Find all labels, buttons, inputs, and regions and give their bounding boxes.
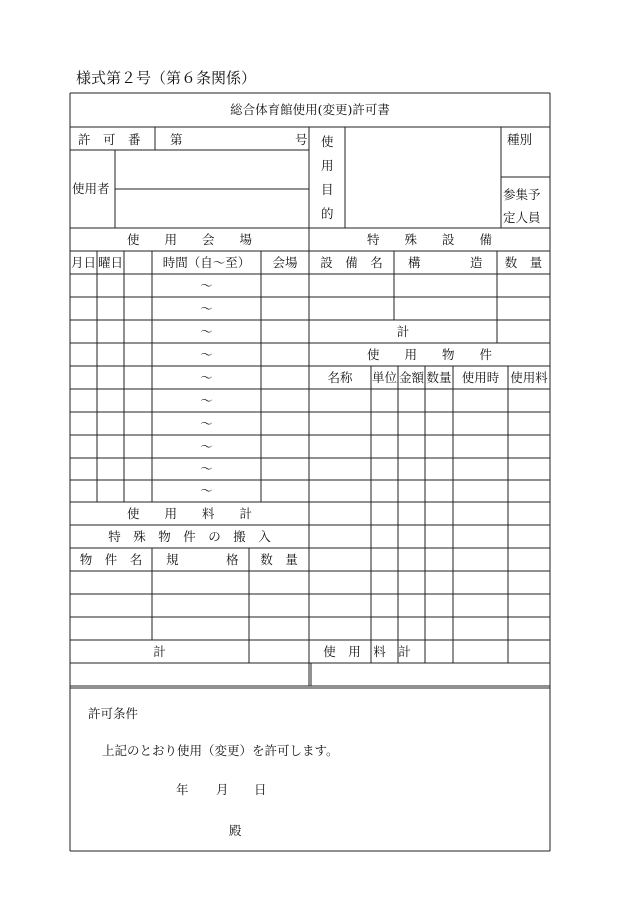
date-day: 日 [254, 782, 267, 797]
col-item-unit: 単位 [371, 370, 397, 385]
time-tilde: ～ [200, 416, 213, 431]
carry-in-header: 特 殊 物 件 の 搬 入 [108, 529, 271, 544]
col-item-fee: 使用料 [510, 370, 548, 385]
col-structure-2: 造 [470, 255, 483, 270]
col-item-amount: 金額 [398, 370, 424, 385]
col-venue: 会場 [272, 255, 298, 270]
col-carry-in-qty: 数 量 [260, 552, 298, 567]
user-label: 使用者 [72, 181, 110, 196]
purpose-char-1: 使 [321, 134, 334, 149]
col-structure-1: 構 [408, 255, 421, 270]
equipment-total-label: 計 [396, 324, 410, 339]
permit-statement: 上記のとおり使用（変更）を許可します。 [102, 743, 339, 758]
form-label: 様式第２号（第６条関係） [76, 69, 257, 87]
purpose-char-2: 用 [321, 158, 334, 173]
col-equipment-qty: 数 量 [504, 255, 543, 270]
document-title: 総合体育館使用(変更)許可書 [230, 102, 390, 117]
attendance-label-1: 参集予 [503, 187, 541, 202]
time-tilde: ～ [200, 439, 213, 454]
addressee-suffix: 殿 [229, 823, 242, 838]
time-tilde: ～ [200, 461, 213, 476]
permit-number-dai: 第 [170, 132, 183, 147]
time-tilde: ～ [200, 347, 213, 362]
col-item-usage-time: 使用時 [461, 370, 500, 385]
conditions-label: 許可条件 [88, 706, 139, 721]
col-weekday: 曜日 [97, 255, 123, 270]
special-equipment-header: 特 殊 設 備 [366, 232, 492, 247]
venue-header: 使 用 会 場 [126, 232, 252, 247]
time-tilde: ～ [200, 278, 213, 293]
carry-in-total-label: 計 [153, 644, 166, 659]
col-spec-2: 格 [226, 552, 239, 567]
time-tilde: ～ [200, 301, 213, 316]
venue-fee-total-label: 使 用 料 計 [126, 506, 252, 521]
time-tilde: ～ [200, 324, 213, 339]
col-time: 時間（自～至） [162, 255, 251, 270]
col-item-qty: 数量 [426, 370, 452, 385]
time-tilde: ～ [200, 483, 213, 498]
time-tilde: ～ [200, 393, 213, 408]
col-item-name: 名称 [327, 370, 353, 385]
col-equipment-name: 設 備 名 [320, 255, 383, 270]
attendance-label-2: 定人員 [503, 210, 541, 225]
date-year: 年 [176, 782, 189, 797]
col-spec-1: 規 [166, 552, 179, 567]
type-label: 種別 [507, 132, 533, 147]
permit-number-go: 号 [295, 132, 308, 147]
items-header: 使 用 物 件 [366, 347, 492, 362]
purpose-char-4: 的 [321, 206, 334, 221]
permit-number-label: 許 可 番 [78, 132, 141, 147]
col-date: 月日 [70, 255, 96, 270]
col-carry-in-name: 物 件 名 [79, 552, 143, 567]
purpose-char-3: 目 [321, 182, 334, 197]
time-tilde: ～ [200, 370, 213, 385]
items-fee-total-label: 使 用 料 計 [323, 644, 411, 659]
date-month: 月 [216, 782, 229, 797]
